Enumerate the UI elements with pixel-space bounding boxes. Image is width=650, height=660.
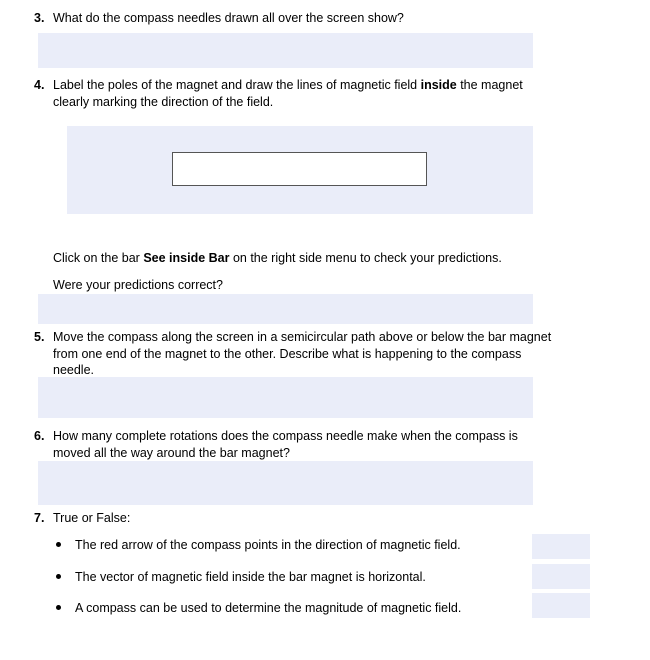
q7-text: True or False: — [53, 511, 131, 525]
q3-text: What do the compass needles drawn all over the screen show? — [53, 11, 404, 25]
bar-magnet-outline — [172, 152, 427, 186]
q7-item-1-answer-field[interactable] — [532, 534, 590, 559]
bullet-icon — [56, 542, 61, 547]
q7-item-2-answer-field[interactable] — [532, 564, 590, 589]
bullet-icon — [56, 605, 61, 610]
q7-item-2: The vector of magnetic field inside the bar magnet is horizontal. — [75, 570, 426, 584]
q5-number: 5. — [34, 330, 45, 344]
q7-item-1: The red arrow of the compass points in the direction of magnetic field. — [75, 538, 461, 552]
see-inside-bar-label: See inside Bar — [143, 251, 230, 265]
q6-number: 6. — [34, 429, 45, 443]
q4-bold-word: inside — [420, 78, 457, 92]
see-inside-instruction: Click on the bar See inside Bar on the right side menu to check your predictions. — [53, 251, 502, 265]
q5-text: Move the compass along the screen in a semicircular path above or below the bar magnet from one end of the magnet to the other. Describe what is happening to the compass needle. — [53, 330, 552, 377]
q7-number: 7. — [34, 511, 45, 525]
q5-answer-field[interactable] — [38, 377, 533, 418]
q3-answer-field[interactable] — [38, 33, 533, 68]
q3-number: 3. — [34, 11, 45, 25]
q7-item-3: A compass can be used to determine the magnitude of magnetic field. — [75, 601, 462, 615]
q6-text: How many complete rotations does the compass needle make when the compass is moved all the way around the bar magnet? — [53, 429, 518, 460]
q7-item-3-answer-field[interactable] — [532, 593, 590, 618]
q4-number: 4. — [34, 78, 45, 92]
predictions-answer-field[interactable] — [38, 294, 533, 324]
bullet-icon — [56, 574, 61, 579]
q4-text: Label the poles of the magnet and draw the lines of magnetic field inside the magnet clearly marking the direction of the field. — [53, 78, 523, 109]
q6-answer-field[interactable] — [38, 461, 533, 505]
predictions-question: Were your predictions correct? — [53, 278, 223, 292]
